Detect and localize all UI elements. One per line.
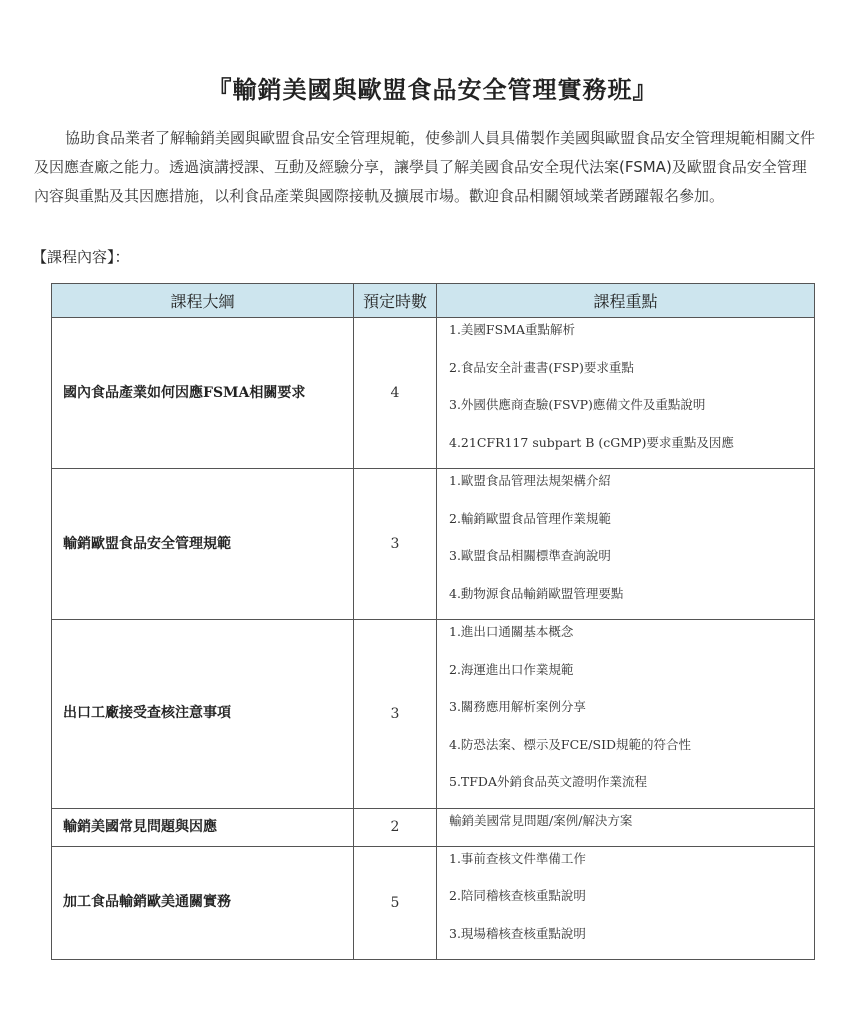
header-points: 課程重點 xyxy=(437,284,815,318)
course-outline: 輸銷歐盟食品安全管理規範 xyxy=(52,469,354,620)
point-item: 1.事前查核文件準備工作 xyxy=(449,850,586,866)
course-points xyxy=(437,846,815,960)
point-item: 2.輸銷歐盟食品管理作業規範 xyxy=(449,510,611,526)
point-item: 輸銷美國常見問題/案例/解決方案 xyxy=(449,812,633,828)
course-points xyxy=(437,808,815,846)
course-outline: 國內食品產業如何因應FSMA相關要求 xyxy=(52,318,354,469)
intro-paragraph: 協助食品業者了解輸銷美國與歐盟食品安全管理規範，使參訓人員具備製作美國與歐盟食品安全管理規範相關文件及因應查廠之能力。透過演講授課、互動及經驗分享，讓學員了解美國食品安全現代法案(FSMA)及歐盟食品安全管理內容與重點及其因應措施，以利食品產業與國際接軌及擴展市場。歡迎食品相關領域業者踴躍報名參加。 xyxy=(34,129,816,205)
table-row xyxy=(52,620,815,809)
course-hours: 5 xyxy=(354,846,437,960)
course-hours: 3 xyxy=(354,620,437,809)
point-item: 4.防恐法案、標示及FCE/SID規範的符合性 xyxy=(449,736,692,752)
point-item: 2.陪同稽核查核重點說明 xyxy=(449,888,586,903)
course-outline: 輸銷美國常見問題與因應 xyxy=(52,808,354,846)
table-row xyxy=(52,846,815,960)
point-item: 2.食品安全計畫書(FSP)要求重點 xyxy=(449,359,634,375)
point-item: 1.美國FSMA重點解析 xyxy=(449,322,575,337)
point-item: 3.關務應用解析案例分享 xyxy=(449,699,586,714)
point-item: 3.現場稽核查核重點說明 xyxy=(449,925,586,941)
course-outline: 加工食品輸銷歐美通關實務 xyxy=(52,846,354,960)
point-item: 2.海運進出口作業規範 xyxy=(449,661,574,677)
section-label: 【課程內容】： xyxy=(32,248,130,266)
course-outline: 出口工廠接受查核注意事項 xyxy=(52,620,354,809)
table-row xyxy=(52,808,815,846)
point-item: 4.21CFR117 subpart B (cGMP)要求重點及因應 xyxy=(449,434,734,450)
page-title: 『輸銷美國與歐盟食品安全管理實務班』 xyxy=(207,76,658,104)
point-item: 1.進出口通關基本概念 xyxy=(449,624,574,639)
point-item: 4.動物源食品輸銷歐盟管理要點 xyxy=(449,585,624,601)
course-hours: 3 xyxy=(354,469,437,620)
header-outline: 課程大綱 xyxy=(52,284,354,318)
point-item: 3.外國供應商查驗(FSVP)應備文件及重點說明 xyxy=(449,397,706,412)
table-header-row xyxy=(52,284,815,318)
course-points xyxy=(437,318,815,469)
course-points xyxy=(437,620,815,809)
course-points xyxy=(437,469,815,620)
course-hours: 2 xyxy=(354,808,437,846)
course-table xyxy=(51,283,815,960)
table-row xyxy=(52,318,815,469)
table-row xyxy=(52,469,815,620)
header-hours: 預定時數 xyxy=(354,284,437,318)
point-item: 1.歐盟食品管理法規架構介紹 xyxy=(449,473,611,488)
course-hours: 4 xyxy=(354,318,437,469)
point-item: 3.歐盟食品相關標準查詢說明 xyxy=(449,548,611,563)
point-item: 5.TFDA外銷食品英文證明作業流程 xyxy=(449,774,647,789)
